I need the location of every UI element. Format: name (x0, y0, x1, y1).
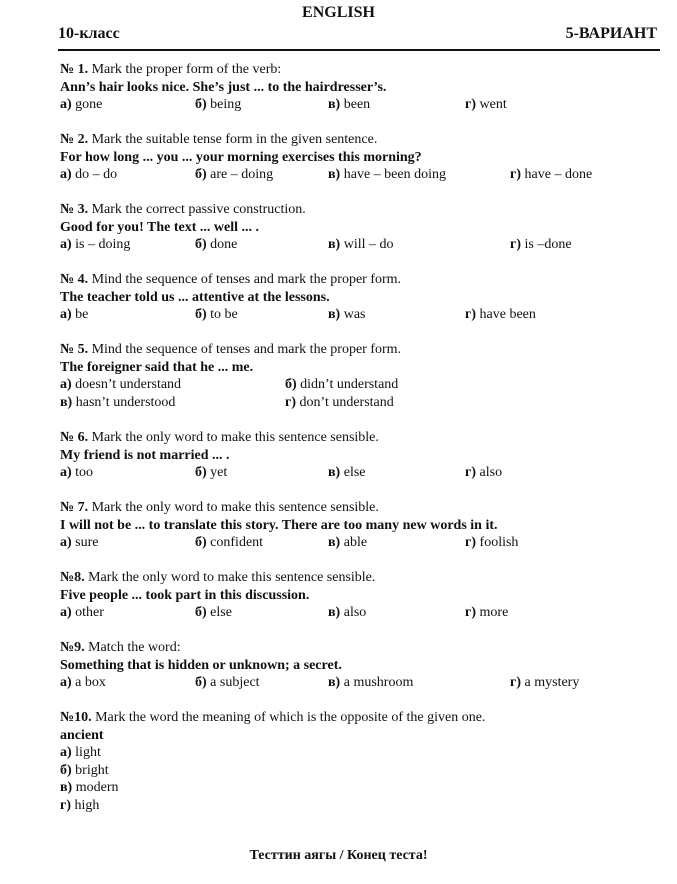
answer-options-row-2 (60, 394, 660, 412)
answer-options (60, 674, 660, 692)
question-4 (60, 271, 660, 324)
option-c[interactable]: в) been (328, 97, 371, 112)
question-stem: My friend is not married ... . (60, 447, 230, 463)
option-b[interactable]: б) bright (60, 762, 109, 778)
answer-options (60, 744, 660, 814)
answer-options (60, 604, 660, 622)
option-a[interactable]: а) doesn’t understand (60, 377, 182, 392)
option-a[interactable]: а) do – do (60, 167, 118, 182)
option-d[interactable]: г) don’t understand (285, 394, 394, 410)
question-stem: I will not be ... to translate this story. There are too many new words in it. (60, 517, 498, 533)
question-5 (60, 341, 660, 411)
option-d[interactable]: г) have been (465, 307, 536, 322)
option-c[interactable]: в) also (328, 605, 367, 620)
question-1 (60, 61, 660, 114)
option-c[interactable]: в) a mushroom (328, 675, 414, 690)
question-stem: The foreigner said that he ... me. (60, 359, 254, 375)
option-b[interactable]: б) to be (195, 307, 238, 322)
question-prompt: № 4. Mind the sequence of tenses and mark the proper form. (60, 272, 402, 287)
answer-options (60, 306, 660, 324)
question-6 (60, 429, 660, 482)
option-c[interactable]: в) will – do (328, 237, 394, 252)
question-prompt: № 7. Mark the only word to make this sentence sensible. (60, 500, 379, 515)
answer-options-row-1 (60, 376, 660, 394)
question-stem: Ann’s hair looks nice. She’s just ... to the hairdresser’s. (60, 79, 387, 95)
option-b[interactable]: б) done (195, 237, 238, 252)
option-b[interactable]: б) a subject (195, 675, 260, 690)
answer-options (60, 534, 660, 552)
subject-title: ENGLISH (302, 4, 375, 21)
option-b[interactable]: б) confident (195, 535, 264, 550)
question-prompt: №9. Match the word: (60, 640, 181, 655)
option-d[interactable]: г) foolish (465, 535, 519, 550)
option-a[interactable]: а) light (60, 745, 101, 760)
option-d[interactable]: г) high (60, 797, 100, 813)
answer-options (60, 236, 660, 254)
question-3 (60, 201, 660, 254)
option-c[interactable]: в) have – been doing (328, 167, 446, 182)
option-b[interactable]: б) are – doing (195, 167, 274, 182)
option-a[interactable]: а) is – doing (60, 237, 131, 252)
answer-options (60, 166, 660, 184)
question-stem: The teacher told us ... attentive at the lessons. (60, 289, 330, 305)
option-a[interactable]: а) too (60, 465, 94, 480)
question-prompt: № 5. Mind the sequence of tenses and mark the proper form. (60, 342, 402, 357)
option-d[interactable]: г) went (465, 97, 507, 112)
question-8 (60, 569, 660, 622)
option-b[interactable]: б) didn’t understand (285, 377, 399, 392)
question-prompt: № 3. Mark the correct passive construction. (60, 202, 306, 217)
question-prompt: №10. Mark the word the meaning of which is the opposite of the given one. (60, 710, 486, 725)
option-d[interactable]: г) more (465, 605, 509, 620)
question-stem: Five people ... took part in this discussion. (60, 587, 310, 603)
header-rule (58, 49, 660, 51)
question-prompt: №8. Mark the only word to make this sentence sensible. (60, 570, 376, 585)
option-b[interactable]: б) else (195, 605, 232, 620)
option-d[interactable]: г) have – done (510, 167, 593, 182)
question-stem: Something that is hidden or unknown; a secret. (60, 657, 342, 673)
answer-options (60, 96, 660, 114)
option-b[interactable]: б) yet (195, 465, 228, 480)
option-c[interactable]: в) else (328, 465, 366, 480)
option-d[interactable]: г) also (465, 465, 503, 480)
option-a[interactable]: а) gone (60, 97, 103, 112)
end-of-test-note: Тесттин аягы / Конец теста! (249, 848, 428, 863)
option-d[interactable]: г) is –done (510, 237, 572, 252)
option-d[interactable]: г) a mystery (510, 675, 580, 690)
option-c[interactable]: в) able (328, 535, 368, 550)
question-stem: For how long ... you ... your morning exercises this morning? (60, 149, 422, 165)
question-stem: Good for you! The text ... well ... . (60, 219, 259, 235)
question-10 (60, 709, 660, 814)
question-stem: ancient (60, 727, 104, 743)
option-b[interactable]: б) being (195, 97, 242, 112)
question-2 (60, 131, 660, 184)
question-7 (60, 499, 660, 552)
option-c[interactable]: в) was (328, 307, 366, 322)
option-a[interactable]: а) sure (60, 535, 99, 550)
option-a[interactable]: а) a box (60, 675, 106, 690)
option-a[interactable]: а) be (60, 307, 89, 322)
option-a[interactable]: а) other (60, 605, 104, 620)
question-prompt: № 2. Mark the suitable tense form in the given sentence. (60, 132, 378, 147)
option-c[interactable]: в) hasn’t understood (60, 394, 176, 410)
option-c[interactable]: в) modern (60, 780, 119, 795)
question-prompt: № 6. Mark the only word to make this sentence sensible. (60, 430, 379, 445)
grade-label: 10-класс (58, 25, 120, 42)
answer-options (60, 464, 660, 482)
question-prompt: № 1. Mark the proper form of the verb: (60, 62, 282, 77)
variant-label: 5-ВАРИАНТ (565, 25, 657, 42)
question-9 (60, 639, 660, 692)
